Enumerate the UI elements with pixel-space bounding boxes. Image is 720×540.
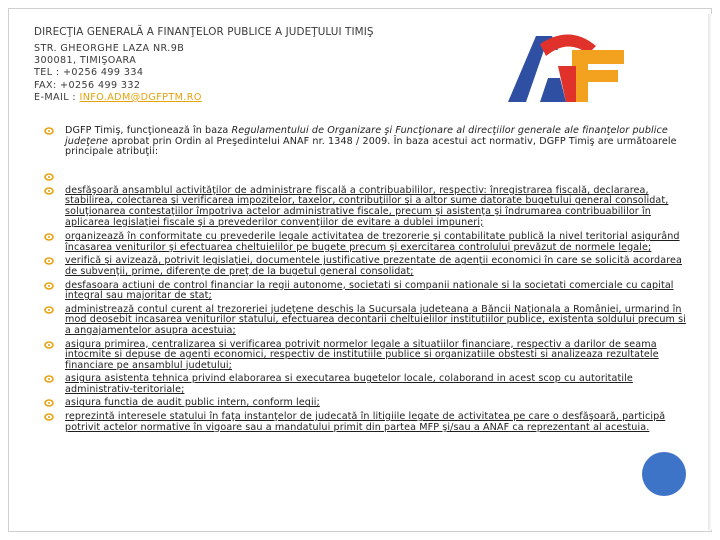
orange-ring-bullet-icon [44,282,54,290]
intro-part2: aprobat prin Ordin al Preşedintelui ANAF nr. 1348 / 2009. În baza acestui act normativ, DGFP Timiş are următoarele principale atribuţii: [65,135,677,158]
orange-ring-bullet-icon [44,233,54,241]
item-text-financial-control[interactable]: desfasoara actiuni de control financiar la regii autonome, societati si companii nationale si la societati comerciale cu capital integral sau majoritar de stat; [65,279,674,302]
item-text-fiscal-administration[interactable]: desfăşoară ansamblul activităţilor de administrare fiscală a contribuabililor, respectiv: înregistrarea fiscală, declararea, stabilirea, colectarea şi verificarea impozitelor, taxelor, contribuţiilor şi a altor sume datorate bugetului general consolidat, soluţionarea contestaţiilor împotriva actelor administrative fiscale, precum şi asistenţa şi îndrumarea contribuabililor în aplicarea legislaţiei fiscale şi a prevederilor convenţiilor de evitare a dublei impuneri; [65,184,669,228]
email-link[interactable]: INFO.ADM@DGFPTM.RO [79,91,202,103]
list-item[interactable] [44,305,688,337]
email-label: E-MAIL : [34,91,80,103]
list-item[interactable] [44,412,688,433]
intro-part1: DGFP Timiş, funcţionează în baza [65,125,232,136]
list-item[interactable] [44,340,688,372]
address-line: STR. GHEORGHE LAZA NR.9B [34,43,185,54]
item-text-treasury[interactable]: organizează în conformitate cu prevederile legale activitatea de trezorerie şi contabilitate publică la nivel teritorial asigurând încasarea veniturilor şi efectuarea cheltuielilor pe bugete precum şi exercitarea controlului prevăzut de normele legale; [65,231,680,253]
item-text-internal-audit[interactable]: asigura functia de audit public intern, conform legii; [65,397,320,409]
orange-ring-bullet-icon [44,127,54,135]
fax-line: FAX: +0256 499 332 [34,79,141,91]
city-line: 300081, TIMIŞOARA [34,55,137,67]
list-item-empty [44,172,688,182]
list-item-intro [44,126,688,158]
slide-shadow [708,14,712,530]
item-text-local-budgets[interactable]: asigura asistenta tehnica privind elaborarea si executarea bugetelor locale, colaborand in acest scop cu autoritatile administrativ-teritoriale; [65,373,633,395]
orange-ring-bullet-icon [44,306,54,314]
contact-header [34,26,484,104]
intro-text [65,126,688,158]
orange-ring-bullet-icon [44,257,54,265]
item-text-current-account[interactable]: administrează contul curent al trezoreriei judeţene deschis la Sucursala judeteana a Băncii Naţionala a României, urmarind în mod deosebit incasarea veniturilor statului, efectuarea decontarii cheltuielilor institutiilor publice, existenta soldului precum si a angajamentelor asupra acestuia; [65,303,686,336]
item-text-legal-representation[interactable]: reprezintă interesele statului în faţa instanţelor de judecată în litigiile legate de activitatea pe care o desfăşoară, participă potrivit actelor normative în vigoare sau a mandatului primit din partea MFP şi/sau a ANAF ca reprezentant al acestuia. [65,411,666,433]
list-item[interactable] [44,186,688,228]
orange-ring-bullet-icon [44,187,54,195]
intro-regulation-title: Regulamentului de Organizare şi Funcţionare al direcţiilor generale ale finanţelor publice judeţene [65,125,668,147]
email-row [34,92,484,104]
institution-name: DIRECŢIA GENERALĂ A FINANŢELOR PUBLICE A JUDEŢULUI TIMIŞ [34,26,374,38]
item-text-subsidies[interactable]: verifică şi avizează, potrivit legislaţiei, documentele justificative prezentate de agenţii economici în care se solicită acordarea de subvenţii, prime, diferenţe de preţ de la bugetul general consolidat; [65,255,683,277]
orange-ring-bullet-icon [44,375,54,383]
list-item[interactable] [44,374,688,395]
phone-line: TEL : +0256 499 334 [34,67,144,79]
orange-ring-bullet-icon [44,341,54,349]
floating-action-button[interactable] [642,452,686,496]
list-item[interactable] [44,256,688,277]
anaf-logo-icon [500,30,630,106]
list-item[interactable] [44,232,688,253]
orange-ring-bullet-icon [44,413,54,421]
list-item[interactable] [44,281,688,302]
orange-ring-bullet-icon [44,399,54,407]
attributions-list [44,126,688,433]
orange-ring-bullet-icon [44,173,54,181]
item-text-financial-statements[interactable]: asigura primirea, centralizarea si verificarea potrivit normelor legale a situatiilor financiare, respectiv a darilor de seama intocmite si depuse de agenti economici, respectiv de institutiile publice si organizatiile obstesti si analizeaza rezultatele financiare pe ansamblul judetului; [65,338,659,371]
list-item[interactable] [44,398,688,409]
